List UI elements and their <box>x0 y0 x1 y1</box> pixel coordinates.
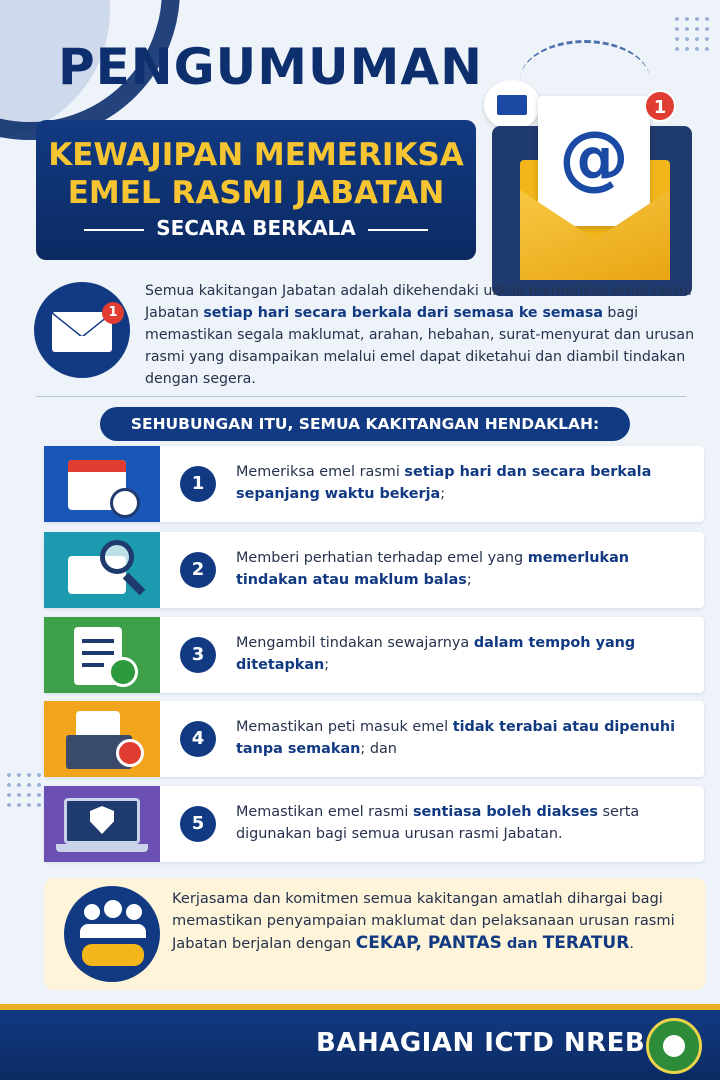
check-circle-icon <box>108 657 138 687</box>
item-highlight: tidak terabai atau dipenuhi tanpa semakan <box>236 719 676 757</box>
people-bodies <box>80 924 146 938</box>
item-text-tail: serta digunakan bagi semua urusan rasmi Jabatan. <box>236 804 640 842</box>
item-text-tail: ; dan <box>360 741 397 757</box>
intro-highlight: setiap hari secara berkala dari semasa ke semasa <box>203 305 603 321</box>
person-icon <box>104 900 122 918</box>
teamwork-handshake-icon <box>64 886 160 982</box>
list-item <box>44 786 704 862</box>
item-highlight: setiap hari dan secara berkala sepanjang waktu bekerja <box>236 464 652 502</box>
dot-pattern <box>4 770 44 810</box>
laptop-base <box>56 844 148 852</box>
item-text <box>236 547 686 591</box>
item-number: 5 <box>180 806 216 842</box>
clock-icon <box>110 488 140 518</box>
item-tile <box>44 446 160 522</box>
item-tile <box>44 532 160 608</box>
subtitle-secondary <box>36 216 476 240</box>
department-logo-icon <box>646 1018 702 1074</box>
item-tile <box>44 786 160 862</box>
closing-box <box>44 878 706 990</box>
page-title: PENGUMUMAN <box>58 38 483 96</box>
magnifier-email-icon <box>100 540 134 574</box>
email-illustration <box>480 40 710 270</box>
item-text-plain: Memeriksa emel rasmi <box>236 464 405 480</box>
closing-text: Kerjasama dan komitmen semua kakitangan amatlah dihargai bagi memastikan penyampaian maklumat dan pelaksanaan urusan rasmi Jabatan berjalan dengan <box>172 890 675 952</box>
item-text-plain: Memastikan emel rasmi <box>236 804 413 820</box>
list-item <box>44 446 704 522</box>
intro-paragraph <box>145 280 705 390</box>
item-highlight: sentiasa boleh diakses <box>412 804 598 820</box>
checklist-line <box>82 663 104 667</box>
subtitle-line-2: EMEL RASMI JABATAN <box>67 175 445 211</box>
section-heading: SEHUBUNGAN ITU, SEMUA KAKITANGAN HENDAKLAH: <box>100 407 630 441</box>
closing-text-end: . <box>629 935 634 952</box>
item-number: 4 <box>180 721 216 757</box>
item-text-plain: Memberi perhatian terhadap emel yang <box>236 550 528 566</box>
item-highlight: memerlukan tindakan atau maklum balas <box>236 550 630 588</box>
at-sign-icon: @ <box>559 116 629 198</box>
notification-badge: 1 <box>644 90 676 122</box>
person-icon <box>126 904 142 920</box>
section-divider <box>36 396 686 397</box>
list-item <box>44 701 704 777</box>
closing-emphasis: CEKAP, PANTAS <box>355 933 502 953</box>
item-tile <box>44 701 160 777</box>
closing-paragraph <box>172 888 692 955</box>
divider-line <box>84 229 144 231</box>
subtitle-box <box>36 120 476 260</box>
item-text-tail: ; <box>466 572 472 588</box>
subtitle-main <box>36 136 476 212</box>
subtitle-line-1: KEWAJIPAN MEMERIKSA <box>48 137 464 173</box>
intro-text-end: bagi memastikan segala maklumat, arahan, hebahan, surat-menyurat dan urusan rasmi yang disampaikan melalui emel dapat diketahui dan diambil tindakan dengan segera. <box>145 305 695 387</box>
item-text <box>236 801 686 845</box>
item-text <box>236 632 686 676</box>
closing-emphasis: TERATUR <box>542 933 630 953</box>
checklist-line <box>82 651 114 655</box>
list-item <box>44 532 704 608</box>
calendar-header <box>68 460 126 472</box>
small-envelope-icon <box>484 80 540 130</box>
item-text <box>236 461 686 505</box>
error-circle-icon <box>116 739 144 767</box>
footer-label: BAHAGIAN ICTD NREB <box>316 1028 646 1058</box>
mail-notification-icon <box>34 282 130 378</box>
item-text-plain: Memastikan peti masuk emel <box>236 719 453 735</box>
item-highlight: dalam tempoh yang ditetapkan <box>236 635 636 673</box>
handshake-icon <box>82 944 144 966</box>
intro-text: Semua kakitangan Jabatan adalah dikehendaki untuk memeriksa emel rasmi Jabatan <box>145 283 692 321</box>
divider-line <box>368 229 428 231</box>
item-text-tail: ; <box>324 657 330 673</box>
item-number: 1 <box>180 466 216 502</box>
checklist-line <box>82 639 114 643</box>
item-text <box>236 716 686 760</box>
letter-icon <box>538 96 650 226</box>
notification-badge: 1 <box>102 302 124 324</box>
item-text-tail: ; <box>440 486 446 502</box>
item-tile <box>44 617 160 693</box>
item-text-plain: Mengambil tindakan sewajarnya <box>236 635 474 651</box>
item-number: 3 <box>180 637 216 673</box>
person-icon <box>84 904 100 920</box>
list-item <box>44 617 704 693</box>
footer <box>0 1010 720 1080</box>
closing-text-mid: dan <box>501 935 543 952</box>
magnifier-handle <box>123 573 146 596</box>
subtitle-line-3: SECARA BERKALA <box>156 216 356 240</box>
item-number: 2 <box>180 552 216 588</box>
